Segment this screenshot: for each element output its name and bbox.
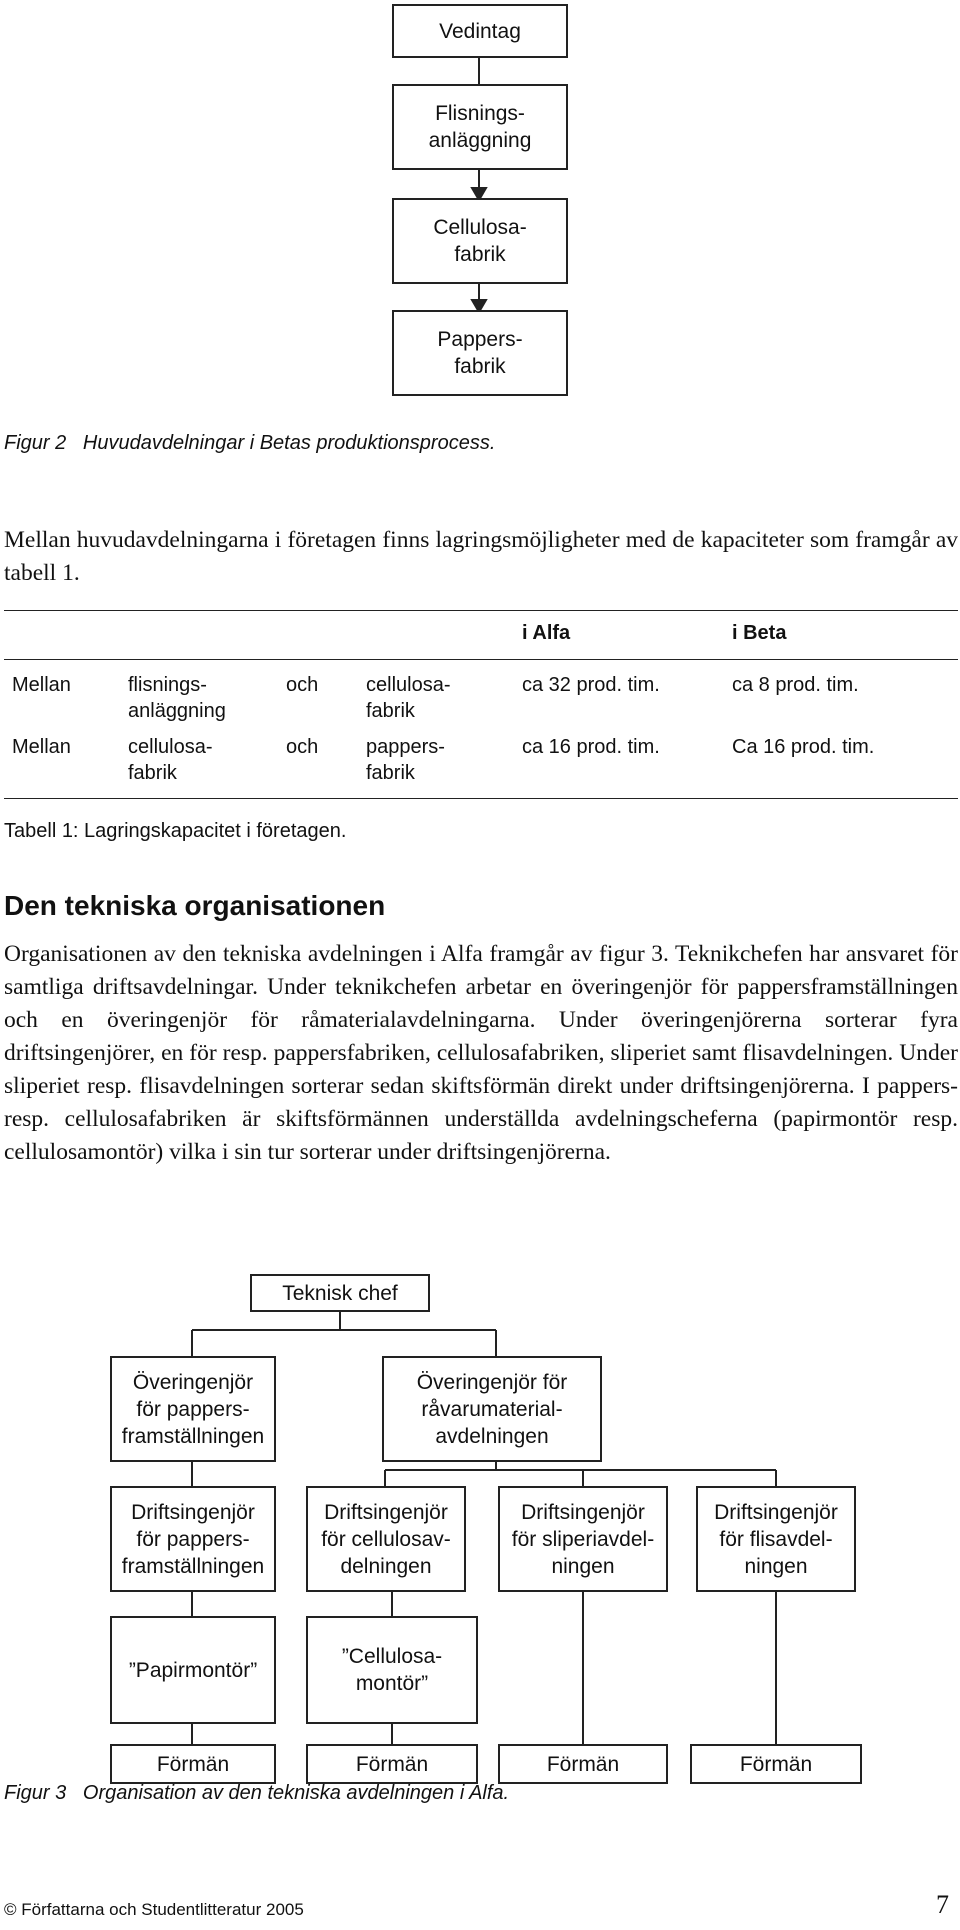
org-box-cellulosamontor: ”Cellulosa- montör” [306,1616,478,1724]
flow-box-flisningsanlaggning: Flisnings- anläggning [392,84,568,170]
table-header-alfa: i Alfa [522,622,571,644]
org-box-forman-4: Förmän [690,1744,862,1784]
table-cell: och [286,674,319,696]
table-cell: flisnings- anläggning [128,674,226,722]
figure-3-caption-text: Organisation av den tekniska avdelningen i Alfa. [82,1782,510,1804]
figure-3-caption-label: Figur 3 [4,1782,67,1804]
table-cell: cellulosa- fabrik [366,674,451,722]
org-box-driftsingenjor-papper: Driftsingenjör för pappers- framställningen [110,1486,276,1592]
figure-3-caption [4,1782,509,1805]
table-cell: cellulosa- fabrik [128,736,213,784]
flow-box-vedintag: Vedintag [392,4,568,58]
table-cell: pappers- fabrik [366,736,445,784]
org-box-forman-3: Förmän [498,1744,668,1784]
page-number: 7 [936,1890,949,1919]
flow-box-cellulosafabrik: Cellulosa- fabrik [392,198,568,284]
org-box-driftsingenjor-cellulosa: Driftsingenjör för cellulosav- delningen [306,1486,466,1592]
table-header-beta: i Beta [732,622,787,644]
table-cell: Mellan [12,736,71,758]
table-cell: Mellan [12,674,71,696]
figure-2-caption-label: Figur 2 [4,432,67,454]
org-box-overingenjor-papper: Överingenjör för pappers- framställningen [110,1356,276,1462]
table-cell: och [286,736,319,758]
table-cell-alfa: ca 32 prod. tim. [522,674,660,696]
section-paragraph: Organisationen av den tekniska avdelningen i Alfa framgår av figur 3. Teknikchefen har ansvaret för samtliga driftsavdelningar. Under teknikchefen arbetar en överingenjör för pappersframställningen och en överingenjör för råmaterialavdelningarna. Under överingenjörerna sorterar fyra driftsingenjörer, en för resp. pappersfabriken, cellulosafabriken, sliperiet samt flisavdelningen. Under sliperiet resp. flisavdelningen sorterar sedan skiftsförmän direkt under driftsingenjörerna. I pappers- resp. cellulosafabriken är skiftsförmännen underställda avdelningscheferna (papirmontör resp. cellulosamontör) vilka i sin tur sorterar under driftsingenjörerna. [4,941,958,1165]
table-cell-beta: Ca 16 prod. tim. [732,736,875,758]
intro-paragraph: Mellan huvudavdelningarna i företagen finns lagringsmöjligheter med de kapaciteter som framgår av tabell 1. [4,527,958,586]
org-box-overingenjor-ravara: Överingenjör för råvarumaterial- avdelningen [382,1356,602,1462]
table-cell-beta: ca 8 prod. tim. [732,674,859,696]
table-1-caption: Tabell 1: Lagringskapacitet i företagen. [4,820,347,842]
org-box-driftsingenjor-flis: Driftsingenjör för flisavdel- ningen [696,1486,856,1592]
figure-2-caption-text: Huvudavdelningar i Betas produktionsprocess. [82,432,496,454]
org-box-papirmontor: ”Papirmontör” [110,1616,276,1724]
org-box-driftsingenjor-sliperi: Driftsingenjör för sliperiavdel- ningen [498,1486,668,1592]
org-box-forman-2: Förmän [306,1744,478,1784]
table-cell-alfa: ca 16 prod. tim. [522,736,660,758]
section-heading: Den tekniska organisationen [4,890,386,921]
org-box-forman-1: Förmän [110,1744,276,1784]
footer-copyright: © Författarna och Studentlitteratur 2005 [4,1900,304,1919]
flow-box-pappersfabrik: Pappers- fabrik [392,310,568,396]
org-box-teknisk-chef: Teknisk chef [250,1274,430,1312]
